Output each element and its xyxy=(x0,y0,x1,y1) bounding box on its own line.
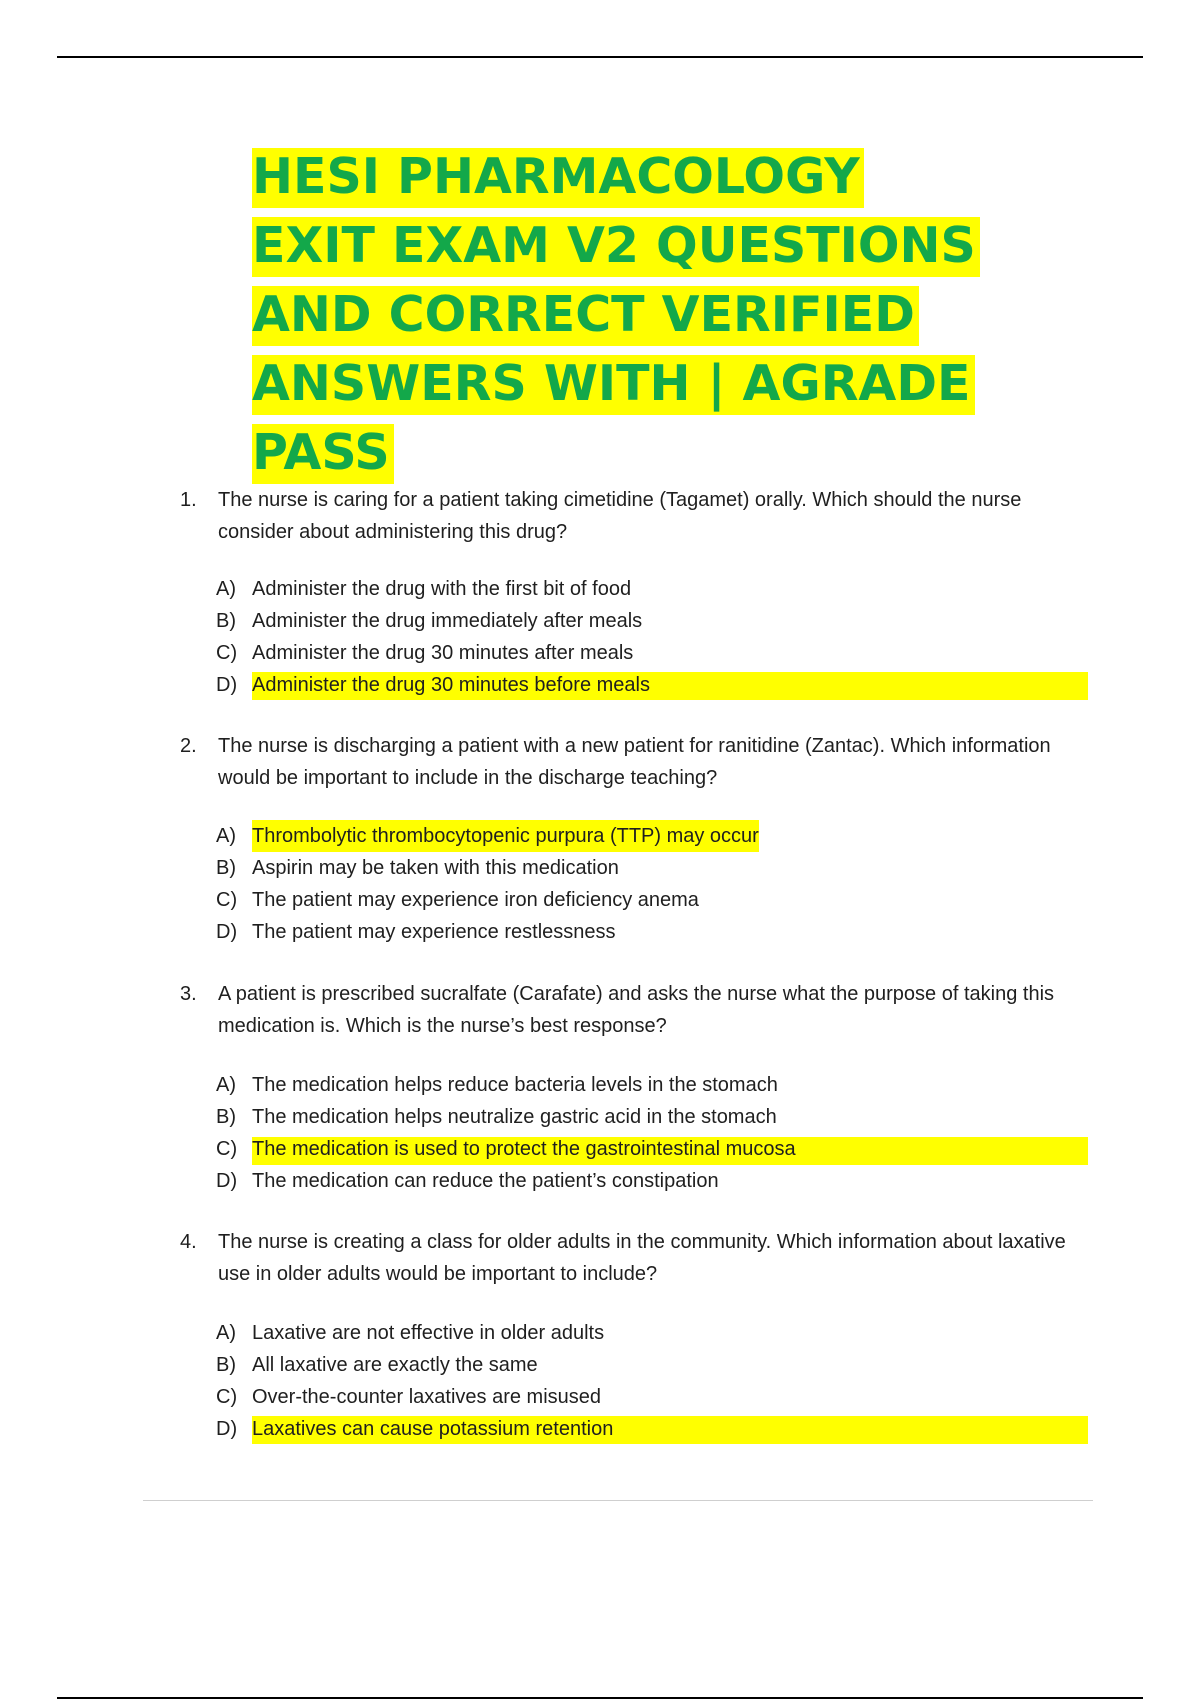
option-d: D) The patient may experience restlessness xyxy=(216,921,616,943)
question-text: A patient is prescribed sucralfate (Carafate) and asks the nurse what the purpose of taking this medication is. Which is the nurse’s best response? xyxy=(218,983,1055,1037)
option-b: B) Aspirin may be taken with this medication xyxy=(216,857,619,879)
page-break-rule xyxy=(143,1500,1093,1501)
question-number: 4. xyxy=(180,1231,197,1253)
option-a-correct: A) Thrombolytic thrombocytopenic purpura (TTP) may occur xyxy=(216,820,1086,852)
title-line: EXIT EXAM V2 QUESTIONS xyxy=(252,211,980,280)
title-line: AND CORRECT VERIFIED xyxy=(252,280,980,349)
question-number: 3. xyxy=(180,983,197,1005)
bottom-rule xyxy=(57,1697,1143,1699)
title-line: HESI PHARMACOLOGY xyxy=(252,142,980,211)
option-a: A) Administer the drug with the first bit of food xyxy=(216,578,632,600)
option-d-correct: D) Administer the drug 30 minutes before meals xyxy=(216,674,650,696)
option-list xyxy=(216,1069,1086,1197)
title-line: PASS xyxy=(252,418,980,487)
option-a: A) Laxative are not effective in older adults xyxy=(216,1322,605,1344)
question-text: The nurse is caring for a patient taking cimetidine (Tagamet) orally. Which should the nurse consider about administering this drug? xyxy=(218,489,1022,543)
title-line: ANSWERS WITH | AGRADE xyxy=(252,349,980,418)
question-text: The nurse is discharging a patient with a new patient for ranitidine (Zantac). Which information would be important to include in the discharge teaching? xyxy=(218,735,1051,789)
option-d-correct: D) Laxatives can cause potassium retention xyxy=(216,1418,614,1440)
option-c: C) Over-the-counter laxatives are misused xyxy=(216,1386,602,1408)
option-c-correct: C) The medication is used to protect the gastrointestinal mucosa xyxy=(216,1138,796,1160)
option-c: C) Administer the drug 30 minutes after meals xyxy=(216,642,634,664)
option-b: B) Administer the drug immediately after meals xyxy=(216,610,643,632)
option-b: B) All laxative are exactly the same xyxy=(216,1354,538,1376)
option-d: D) The medication can reduce the patient’s constipation xyxy=(216,1170,719,1192)
question-number: 1. xyxy=(180,489,197,511)
option-c: C) The patient may experience iron deficiency anema xyxy=(216,889,699,911)
option-list xyxy=(216,1317,1086,1445)
question-number: 2. xyxy=(180,735,197,757)
option-a: A) The medication helps reduce bacteria levels in the stomach xyxy=(216,1074,778,1096)
question-text: The nurse is creating a class for older adults in the community. Which information about laxative use in older adults would be important to include? xyxy=(218,1231,1066,1285)
option-b: B) The medication helps neutralize gastric acid in the stomach xyxy=(216,1106,777,1128)
option-list xyxy=(216,820,1086,948)
option-list xyxy=(216,573,1086,701)
